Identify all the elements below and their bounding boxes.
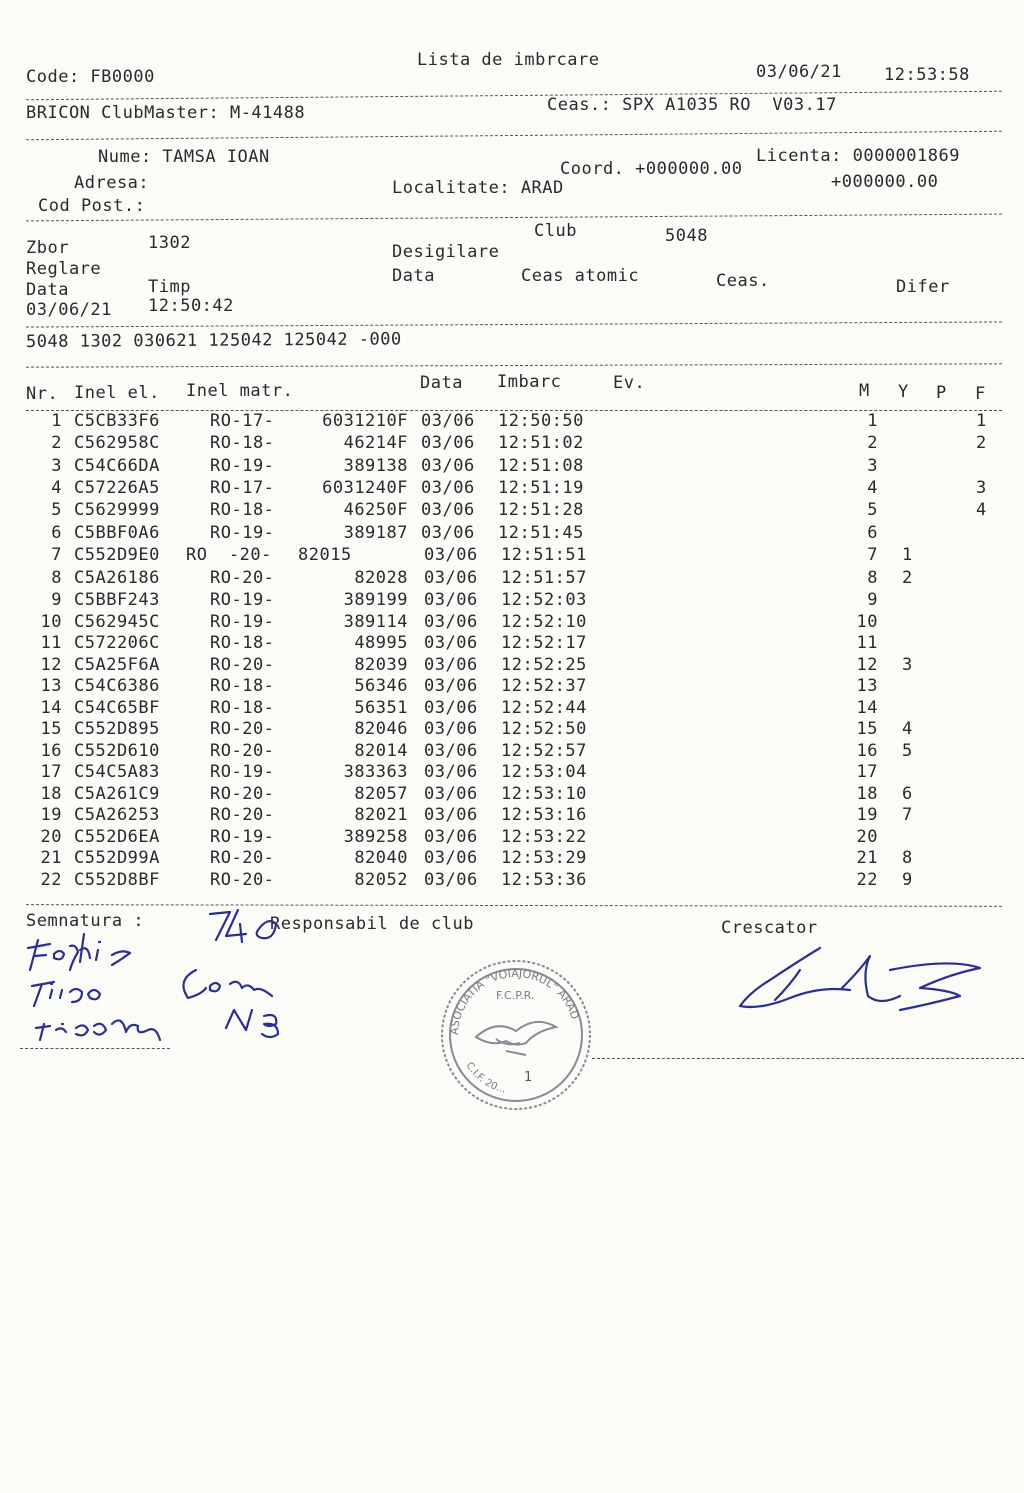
license: Licenta: 0000001869 — [756, 146, 960, 166]
club-stamp — [436, 955, 596, 1115]
signature-label: Semnatura : — [26, 911, 145, 931]
clock-label: Ceas. — [716, 271, 770, 291]
row-inel-el: C552D9E0 — [74, 545, 160, 565]
table-row — [0, 848, 1024, 870]
header-time: 12:53:58 — [884, 65, 970, 85]
row-date: 03/06 — [421, 456, 475, 476]
row-inel-matr: 82015 — [298, 545, 352, 565]
row-date: 03/06 — [424, 590, 478, 610]
row-m: 20 — [856, 827, 878, 847]
row-date: 03/06 — [421, 433, 475, 453]
divider — [26, 363, 1002, 367]
row-ring-prefix: RO-19- — [210, 590, 275, 610]
row-inel-matr: 56351 — [354, 698, 408, 718]
row-m: 10 — [856, 612, 878, 632]
row-inel-el: C552D610 — [74, 741, 160, 761]
row-ring-prefix: RO-18- — [210, 500, 275, 520]
table-row — [0, 698, 1024, 720]
row-nr: 4 — [51, 478, 62, 498]
row-time: 12:52:50 — [501, 719, 587, 739]
row-m: 1 — [867, 411, 878, 431]
col-f: F — [975, 384, 986, 404]
coordinates: Coord. +000000.00 — [560, 159, 743, 179]
row-inel-el: C5CB33F6 — [74, 411, 160, 431]
table-row — [0, 568, 1024, 590]
row-m: 4 — [867, 478, 878, 498]
divider — [26, 321, 1002, 327]
row-nr: 8 — [51, 568, 62, 588]
row-m: 6 — [867, 523, 878, 543]
atomic-clock-label: Ceas atomic — [521, 266, 640, 286]
row-inel-matr: 82052 — [354, 870, 408, 890]
row-date: 03/06 — [421, 523, 475, 543]
table-row — [0, 411, 1024, 433]
col-data: Data — [420, 373, 463, 393]
row-inel-el: C54C5A83 — [74, 762, 160, 782]
row-inel-el: C562945C — [74, 612, 160, 632]
table-row — [0, 655, 1024, 677]
row-y: 5 — [902, 741, 913, 761]
row-time: 12:51:19 — [498, 478, 584, 498]
row-time: 12:52:10 — [501, 612, 587, 632]
flight-code-line: 5048 1302 030621 125042 125042 -000 — [25, 329, 402, 352]
row-ring-prefix: RO-20- — [210, 848, 275, 868]
row-inel-matr: 383363 — [343, 762, 408, 782]
table-row — [0, 870, 1024, 892]
adjustment-time: 12:50:42 — [148, 296, 234, 316]
row-inel-el: C5A26253 — [74, 805, 160, 825]
club-value: 5048 — [665, 226, 708, 246]
row-y: 9 — [902, 870, 913, 890]
row-inel-matr: 82028 — [354, 568, 408, 588]
divider — [26, 91, 1002, 101]
stamp-middle-text: F.C.P.R. — [496, 989, 535, 1002]
row-m: 5 — [867, 500, 878, 520]
row-date: 03/06 — [424, 784, 478, 804]
row-inel-el: C54C66DA — [74, 456, 160, 476]
address-label: Adresa: — [74, 173, 150, 193]
row-time: 12:51:08 — [498, 456, 584, 476]
row-date: 03/06 — [421, 411, 475, 431]
row-nr: 5 — [51, 500, 62, 520]
row-time: 12:53:16 — [501, 805, 587, 825]
row-ring-prefix: RO-20- — [210, 719, 275, 739]
difference-label: Difer — [896, 277, 950, 297]
row-y: 3 — [902, 655, 913, 675]
row-time: 12:53:04 — [501, 762, 587, 782]
table-row — [0, 676, 1024, 698]
row-time: 12:52:57 — [501, 741, 587, 761]
table-row — [0, 545, 1024, 567]
table-row — [0, 719, 1024, 741]
row-inel-matr: 82021 — [354, 805, 408, 825]
row-time: 12:52:37 — [501, 676, 587, 696]
row-ring-prefix: RO-18- — [210, 633, 275, 653]
row-y: 2 — [902, 568, 913, 588]
row-f: 2 — [976, 433, 987, 453]
row-m: 8 — [867, 568, 878, 588]
row-y: 1 — [902, 545, 913, 565]
divider — [26, 214, 1002, 222]
row-date: 03/06 — [421, 500, 475, 520]
stamp-number: 1 — [524, 1070, 533, 1085]
row-nr: 20 — [40, 827, 62, 847]
row-date: 03/06 — [424, 545, 478, 565]
row-nr: 9 — [51, 590, 62, 610]
row-y: 8 — [902, 848, 913, 868]
table-row — [0, 827, 1024, 849]
row-inel-el: C552D6EA — [74, 827, 160, 847]
row-time: 12:53:36 — [501, 870, 587, 890]
club-responsible-label: Responsabil de club — [270, 914, 474, 934]
row-time: 12:53:10 — [501, 784, 587, 804]
row-inel-matr: 389199 — [343, 590, 408, 610]
col-p: P — [936, 383, 947, 403]
col-ev: Ev. — [613, 373, 646, 393]
table-row — [0, 633, 1024, 655]
row-date: 03/06 — [424, 762, 478, 782]
row-nr: 22 — [40, 870, 62, 890]
coordinates-2: +000000.00 — [831, 172, 939, 192]
row-nr: 17 — [40, 762, 62, 782]
row-m: 22 — [856, 870, 878, 890]
row-m: 13 — [856, 676, 878, 696]
row-nr: 12 — [40, 655, 62, 675]
row-m: 9 — [867, 590, 878, 610]
signature-underline — [592, 1058, 1024, 1059]
row-inel-matr: 56346 — [354, 676, 408, 696]
row-time: 12:51:57 — [501, 568, 587, 588]
row-y: 6 — [902, 784, 913, 804]
row-ring-prefix: RO-19- — [210, 762, 275, 782]
locality: Localitate: ARAD — [392, 178, 564, 198]
row-m: 3 — [867, 456, 878, 476]
row-inel-matr: 82046 — [354, 719, 408, 739]
row-date: 03/06 — [424, 848, 478, 868]
row-m: 15 — [856, 719, 878, 739]
row-inel-el: C552D99A — [74, 848, 160, 868]
row-inel-el: C552D8BF — [74, 870, 160, 890]
col-y: Y — [898, 382, 909, 402]
row-ring-prefix: RO-20- — [210, 568, 275, 588]
table-row — [0, 805, 1024, 827]
row-ring-prefix: RO-17- — [210, 411, 275, 431]
row-inel-el: C5BBF0A6 — [74, 523, 160, 543]
row-nr: 1 — [51, 411, 62, 431]
table-row — [0, 762, 1024, 784]
row-m: 19 — [856, 805, 878, 825]
header-date: 03/06/21 — [756, 62, 842, 82]
row-nr: 6 — [51, 523, 62, 543]
row-inel-el: C562958C — [74, 433, 160, 453]
row-ring-prefix: RO-20- — [210, 784, 275, 804]
row-inel-el: C5629999 — [74, 500, 160, 520]
table-row — [0, 500, 1024, 522]
row-inel-el: C572206C — [74, 633, 160, 653]
row-time: 12:53:22 — [501, 827, 587, 847]
row-time: 12:51:28 — [498, 500, 584, 520]
row-nr: 14 — [40, 698, 62, 718]
date-label: Data — [26, 280, 69, 300]
row-y: 7 — [902, 805, 913, 825]
row-time: 12:51:51 — [501, 545, 587, 565]
row-nr: 18 — [40, 784, 62, 804]
row-nr: 7 — [51, 545, 62, 565]
row-nr: 15 — [40, 719, 62, 739]
adjustment-date: 03/06/21 — [26, 300, 112, 320]
row-f: 4 — [976, 500, 987, 520]
row-inel-matr: 46214F — [343, 433, 408, 453]
document-title: Lista de imbrcare — [417, 50, 600, 70]
row-nr: 11 — [40, 633, 62, 653]
table-row — [0, 612, 1024, 634]
row-m: 18 — [856, 784, 878, 804]
table-row — [0, 523, 1024, 545]
col-m: M — [859, 381, 870, 401]
row-ring-prefix: RO-18- — [210, 433, 275, 453]
row-inel-matr: 389187 — [343, 523, 408, 543]
col-inel-matr: Inel matr. — [186, 381, 294, 401]
row-ring-prefix: RO-17- — [210, 478, 275, 498]
row-date: 03/06 — [424, 655, 478, 675]
row-nr: 19 — [40, 805, 62, 825]
row-inel-el: C5A261C9 — [74, 784, 160, 804]
table-row — [0, 478, 1024, 500]
row-ring-prefix: RO-19- — [210, 456, 275, 476]
row-ring-prefix: RO-20- — [210, 870, 275, 890]
row-time: 12:51:45 — [498, 523, 584, 543]
row-date: 03/06 — [424, 827, 478, 847]
row-inel-matr: 48995 — [354, 633, 408, 653]
time-label: Timp — [148, 277, 191, 297]
row-f: 3 — [976, 478, 987, 498]
unsealing-label: Desigilare — [392, 242, 500, 262]
row-m: 21 — [856, 848, 878, 868]
row-time: 12:52:25 — [501, 655, 587, 675]
row-nr: 10 — [40, 612, 62, 632]
row-inel-el: C5A25F6A — [74, 655, 160, 675]
stamp-top-text: ASOCIATIA "VOIAJORUL" ARAD — [447, 966, 582, 1036]
flight-value: 1302 — [148, 233, 191, 253]
row-inel-el: C5A26186 — [74, 568, 160, 588]
row-m: 16 — [856, 741, 878, 761]
row-time: 12:52:44 — [501, 698, 587, 718]
row-m: 12 — [856, 655, 878, 675]
row-m: 14 — [856, 698, 878, 718]
row-f: 1 — [976, 411, 987, 431]
row-nr: 3 — [51, 456, 62, 476]
row-inel-matr: 6031210F — [322, 411, 408, 431]
row-time: 12:50:50 — [498, 411, 584, 431]
club-label: Club — [534, 221, 577, 241]
row-ring-prefix: RO-19- — [210, 612, 275, 632]
row-m: 2 — [867, 433, 878, 453]
handwritten-signatures — [20, 900, 320, 1060]
table-row — [0, 456, 1024, 478]
row-ring-prefix: RO -20- — [186, 545, 272, 565]
row-date: 03/06 — [424, 568, 478, 588]
row-date: 03/06 — [421, 478, 475, 498]
row-m: 7 — [867, 545, 878, 565]
breeder-label: Crescator — [721, 918, 818, 938]
row-inel-matr: 389114 — [343, 612, 408, 632]
row-inel-matr: 46250F — [343, 500, 408, 520]
row-time: 12:52:03 — [501, 590, 587, 610]
row-inel-matr: 389138 — [343, 456, 408, 476]
table-row — [0, 784, 1024, 806]
row-time: 12:51:02 — [498, 433, 584, 453]
postal-code-label: Cod Post.: — [38, 196, 146, 216]
row-inel-el: C5BBF243 — [74, 590, 160, 610]
clock-info: Ceas.: SPX A1035 RO V03.17 — [547, 95, 837, 115]
row-date: 03/06 — [424, 719, 478, 739]
row-inel-el: C54C65BF — [74, 698, 160, 718]
col-imbarc: Imbarc — [497, 372, 562, 392]
row-date: 03/06 — [424, 633, 478, 653]
row-date: 03/06 — [424, 741, 478, 761]
table-row — [0, 741, 1024, 763]
table-row — [0, 433, 1024, 455]
row-m: 17 — [856, 762, 878, 782]
owner-name: Nume: TAMSA IOAN — [98, 147, 270, 167]
row-ring-prefix: RO-19- — [210, 523, 275, 543]
stamp-bottom-text: C.I.F. 20... — [463, 1060, 507, 1096]
row-ring-prefix: RO-19- — [210, 827, 275, 847]
row-inel-matr: 6031240F — [322, 478, 408, 498]
row-m: 11 — [856, 633, 878, 653]
row-nr: 13 — [40, 676, 62, 696]
row-inel-matr: 82057 — [354, 784, 408, 804]
divider — [26, 131, 1002, 141]
row-inel-matr: 82039 — [354, 655, 408, 675]
adjustment-label: Reglare — [26, 259, 102, 279]
row-ring-prefix: RO-18- — [210, 698, 275, 718]
row-date: 03/06 — [424, 698, 478, 718]
col-nr: Nr. — [26, 384, 59, 404]
breeder-signature — [730, 940, 990, 1020]
row-inel-el: C57226A5 — [74, 478, 160, 498]
row-time: 12:52:17 — [501, 633, 587, 653]
table-row — [0, 590, 1024, 612]
row-ring-prefix: RO-20- — [210, 741, 275, 761]
row-nr: 16 — [40, 741, 62, 761]
signature-underline — [20, 1048, 170, 1049]
row-inel-el: C552D895 — [74, 719, 160, 739]
row-date: 03/06 — [424, 676, 478, 696]
row-y: 4 — [902, 719, 913, 739]
row-time: 12:53:29 — [501, 848, 587, 868]
row-inel-matr: 82014 — [354, 741, 408, 761]
row-inel-matr: 82040 — [354, 848, 408, 868]
row-nr: 21 — [40, 848, 62, 868]
row-ring-prefix: RO-18- — [210, 676, 275, 696]
code-label: Code: FB0000 — [26, 67, 155, 87]
clubmaster-label: BRICON ClubMaster: M-41488 — [26, 103, 306, 123]
row-ring-prefix: RO-20- — [210, 655, 275, 675]
row-inel-matr: 389258 — [343, 827, 408, 847]
row-date: 03/06 — [424, 870, 478, 890]
col-inel-el: Inel el. — [74, 383, 160, 403]
flight-label: Zbor — [26, 238, 69, 258]
row-date: 03/06 — [424, 612, 478, 632]
row-ring-prefix: RO-20- — [210, 805, 275, 825]
row-date: 03/06 — [424, 805, 478, 825]
unsealing-date-label: Data — [392, 266, 435, 286]
row-inel-el: C54C6386 — [74, 676, 160, 696]
row-nr: 2 — [51, 433, 62, 453]
